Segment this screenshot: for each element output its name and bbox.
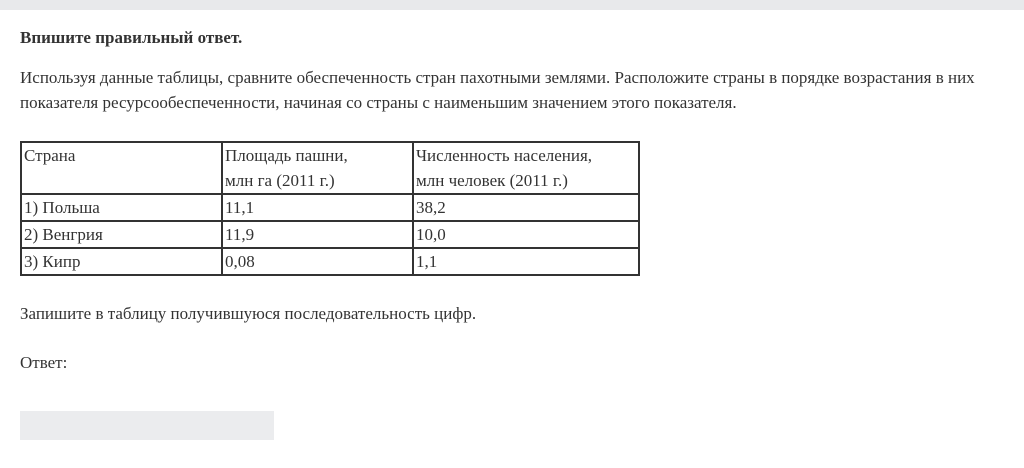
answer-input[interactable] xyxy=(20,411,274,440)
table-cell-population: 1,1 xyxy=(413,248,639,275)
table-header-text: Численность населения, xyxy=(416,146,593,165)
table-header-country xyxy=(21,142,222,194)
table-row xyxy=(21,248,639,275)
table-header-text: млн человек (2011 г.) xyxy=(416,171,568,190)
table-row xyxy=(21,194,639,221)
table-header-text: Площадь пашни, xyxy=(225,146,348,165)
table-cell-arable-area: 11,9 xyxy=(222,221,413,248)
table-cell-country: 2) Венгрия xyxy=(21,221,222,248)
data-table xyxy=(20,141,640,276)
table-cell-country: 1) Польша xyxy=(21,194,222,221)
table-row xyxy=(21,221,639,248)
task-heading: Впишите правильный ответ. xyxy=(20,28,243,47)
table-cell-population: 38,2 xyxy=(413,194,639,221)
table-cell-population: 10,0 xyxy=(413,221,639,248)
top-bar xyxy=(0,0,1024,10)
table-cell-arable-area: 11,1 xyxy=(222,194,413,221)
instruction-text: Запишите в таблицу получившуюся последовательность цифр. xyxy=(20,304,477,323)
task-text: Используя данные таблицы, сравните обеспеченность стран пахотными землями. Расположите страны в порядке возрастания в них показателя ресурсообеспеченности, начиная со страны с наименьшим значением этого показателя. xyxy=(20,68,975,112)
table-header-arable-area xyxy=(222,142,413,194)
table-cell-country: 3) Кипр xyxy=(21,248,222,275)
table-header-row xyxy=(21,142,639,194)
table-header-text: Страна xyxy=(24,146,76,165)
answer-label: Ответ: xyxy=(20,353,68,372)
table-header-population xyxy=(413,142,639,194)
table-header-text: млн га (2011 г.) xyxy=(225,171,335,190)
table-cell-arable-area: 0,08 xyxy=(222,248,413,275)
